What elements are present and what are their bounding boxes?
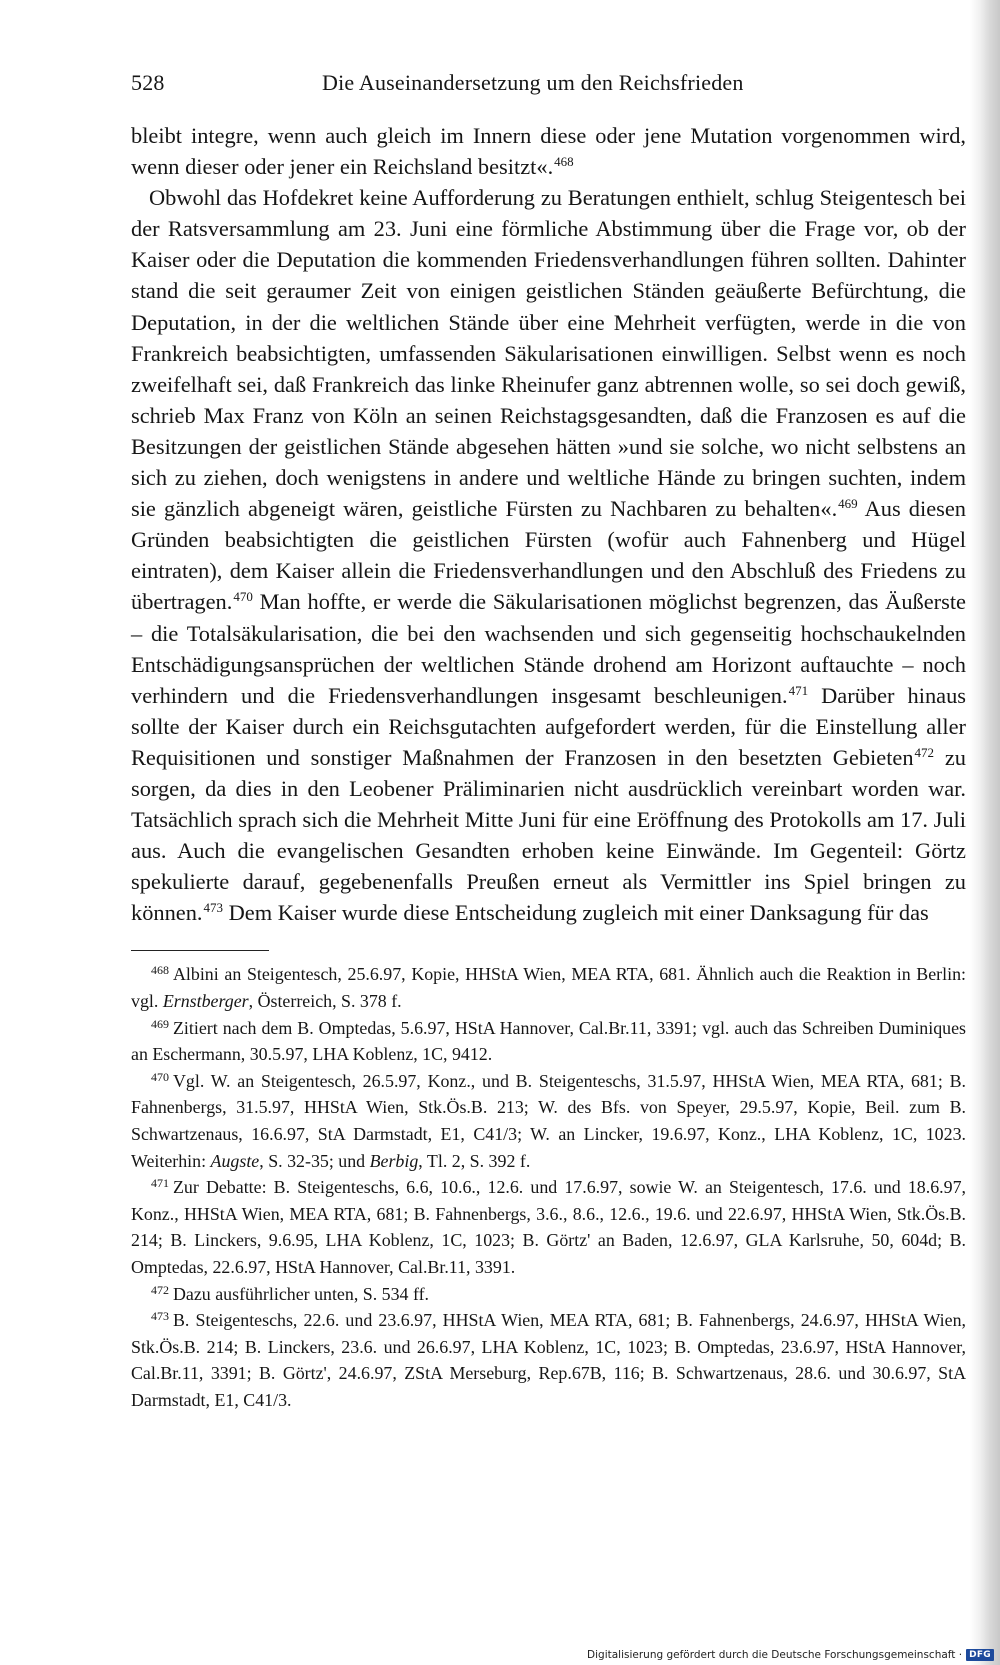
page-header <box>131 70 966 110</box>
footnotes <box>131 961 966 1413</box>
text-run: Dazu ausführlicher unten, S. 534 ff. <box>173 1283 430 1304</box>
credit-text: Digitalisierung gefördert durch die Deutsche Forschungsgemeinschaft · <box>587 1649 963 1661</box>
text-run: Dem Kaiser wurde diese Entscheidung zugleich mit einer Danksagung für das <box>223 900 929 926</box>
text-run: Obwohl das Hofdekret keine Aufforderung zu Beratungen enthielt, schlug Steigentesch bei der Ratsversammlung am 23. Juni eine förmliche Abstimmung über die Frage vor, ob der Kaiser oder die Deputation die kommenden Friedensverhandlungen führen sollten. Dahinter stand die seit geraumer Zeit von einigen geistlichen Ständen geäußerte Befürchtung, die Deputation, in der die weltlichen Stände über eine Mehrheit verfügten, werde in die von Frankreich beabsichtigten, umfassenden Säkularisationen einwilligen. Selbst wenn es noch zweifelhaft sei, daß Frankreich das linke Rheinufer ganz abtrennen wolle, so sei doch gewiß, schrieb Max Franz von Köln an seinen Reichstagsgesandten, daß die Franzosen es auf die Besitzungen der geistlichen Stände abgesehen hätten »und sie solche, wo nicht selbstens an sich zu ziehen, doch wenigstens in andere und weltliche Hände zu bringen suchten, indem sie gänzlich abgeneigt wären, geistliche Fürsten zu Nachbaren zu behalten«. <box>131 185 966 522</box>
author-italic: Berbig <box>369 1150 419 1171</box>
text-run: Aus diesen Gründen beabsichtigten die geistlichen Fürsten (wofür auch Fahnenberg und Hügel eintraten), dem Kaiser allein die Friedensverhandlungen und den Abschluß des Friedens zu übertragen. <box>131 496 966 615</box>
footnote-ref-468[interactable]: 468 <box>554 154 574 170</box>
footnote-470 <box>131 1068 966 1174</box>
text-run: B. Steigenteschs, 22.6. und 23.6.97, HHStA Wien, MEA RTA, 681; B. Fahnenbergs, 24.6.97, HHStA Wien, Stk.Ös.B. 214; B. Linckers, 23.6. und 26.6.97, LHA Koblenz, 1C, 1023; B. Omptedas, 23.6.97, HStA Hannover, Cal.Br.11, 3391; B. Görtz', 24.6.97, ZStA Merseburg, Rep.67B, 116; B. Schwartzenaus, 28.6. und 30.6.97, StA Darmstadt, E1, C41/3. <box>131 1310 966 1410</box>
dfg-logo-icon: DFG <box>966 1649 994 1661</box>
footnote-ref-472[interactable]: 472 <box>914 744 935 760</box>
text-run: Zur Debatte: B. Steigenteschs, 6.6, 10.6., 12.6. und 17.6.97, sowie W. an Steigentesch, 17.6. und 18.6.97, Konz., HHStA Wien, MEA RTA, 681; B. Fahnenbergs, 3.6., 8.6., 12.6., 19.6. und 22.6.97, HHStA Wien, Stk.Ös.B. 214; B. Linckers, 9.6.95, LHA Koblenz, 1C, 1023; B. Görtz' an Baden, 12.6.97, GLA Karlsruhe, 50, 604d; B. Omptedas, 22.6.97, HStA Hannover, Cal.Br.11, 3391. <box>131 1177 966 1277</box>
footnote-469 <box>131 1015 966 1068</box>
footnote-ref-471[interactable]: 471 <box>788 682 809 698</box>
footnote-473 <box>131 1307 966 1413</box>
paragraph-main <box>131 182 966 928</box>
text-run: , Österreich, S. 378 f. <box>248 991 402 1012</box>
author-italic: Augste <box>210 1150 260 1171</box>
footnote-number: 469 <box>151 1016 169 1031</box>
text-run: , S. 32-35; und <box>259 1150 370 1171</box>
footnote-ref-470[interactable]: 470 <box>233 589 253 605</box>
footnote-number: 471 <box>151 1176 169 1191</box>
footnote-468 <box>131 961 966 1014</box>
footnote-divider <box>131 950 269 951</box>
footnote-ref-469[interactable]: 469 <box>838 496 858 512</box>
footnote-ref-473[interactable]: 473 <box>203 900 224 916</box>
text-run: Vgl. W. an Steigentesch, 26.5.97, Konz., und B. Steigenteschs, 31.5.97, HHStA Wien, MEA RTA, 681; B. Fahnenbergs, 31.5.97, HHStA Wien, Stk.Ös.B. 213; W. des Bfs. von Speyer, 29.5.97, Kopie, Beil. zum B. Schwartzenaus, 16.6.97, StA Darmstadt, E1, C41/3; W. an Lincker, 19.6.97, Konz., LHA Koblenz, 1C, 1023. Weiterhin: <box>131 1070 966 1171</box>
page-number: 528 <box>131 70 165 95</box>
text-run: zu sorgen, da dies in den Leobener Präliminarien nicht ausdrücklich vereinbart worden war. Tatsächlich sprach sich die Mehrheit Mitte Juni für eine Eröffnung des Protokolls am 17. Juli aus. Auch die evangelischen Gesandten erhoben keine Einwände. Im Gegenteil: Görtz spekulierte darauf, gegebenenfalls Preußen erneut als Vermittler ins Spiel bringen zu können. <box>131 744 966 926</box>
footnote-number: 473 <box>151 1309 169 1324</box>
text-run: , Tl. 2, S. 392 f. <box>418 1150 531 1171</box>
text-run: bleibt integre, wenn auch gleich im Innern diese oder jene Mutation vorgenommen wird, wenn dieser oder jener ein Reichsland besitzt«. <box>131 123 966 180</box>
page-content <box>131 70 966 1414</box>
footnote-number: 468 <box>151 963 169 978</box>
author-italic: Ernstberger <box>162 991 249 1012</box>
digitization-credit <box>587 1649 994 1661</box>
running-title: Die Auseinandersetzung um den Reichsfrieden <box>322 70 744 95</box>
paragraph-continuation <box>131 120 966 182</box>
text-run: Zitiert nach dem B. Omptedas, 5.6.97, HStA Hannover, Cal.Br.11, 3391; vgl. auch das Schreiben Duminiques an Eschermann, 30.5.97, LHA Koblenz, 1C, 9412. <box>131 1017 966 1065</box>
text-run: Man hoffte, er werde die Säkularisationen möglichst begrenzen, das Äußerste – die Totalsäkularisation, die bei den wachsenden und sich gegenseitig hochschaukelnden Entschädigungsansprüchen der weltlichen Stände drohend am Horizont auftauchte – noch verhindern und die Friedensverhandlungen insgesamt beschleunigen. <box>131 589 966 708</box>
footnote-number: 472 <box>151 1282 169 1297</box>
main-text <box>131 120 966 928</box>
footnote-472 <box>131 1281 966 1308</box>
text-run: Albini an Steigentesch, 25.6.97, Kopie, HHStA Wien, MEA RTA, 681. Ähnlich auch die Reaktion in Berlin: vgl. <box>131 964 966 1012</box>
text-run: Darüber hinaus sollte der Kaiser durch ein Reichsgutachten aufgefordert werden, für die Einstellung aller Requisitionen und sonstiger Maßnahmen der Franzosen in den besetzten Gebieten <box>131 682 966 770</box>
footnote-471 <box>131 1174 966 1280</box>
footnote-number: 470 <box>151 1069 169 1084</box>
